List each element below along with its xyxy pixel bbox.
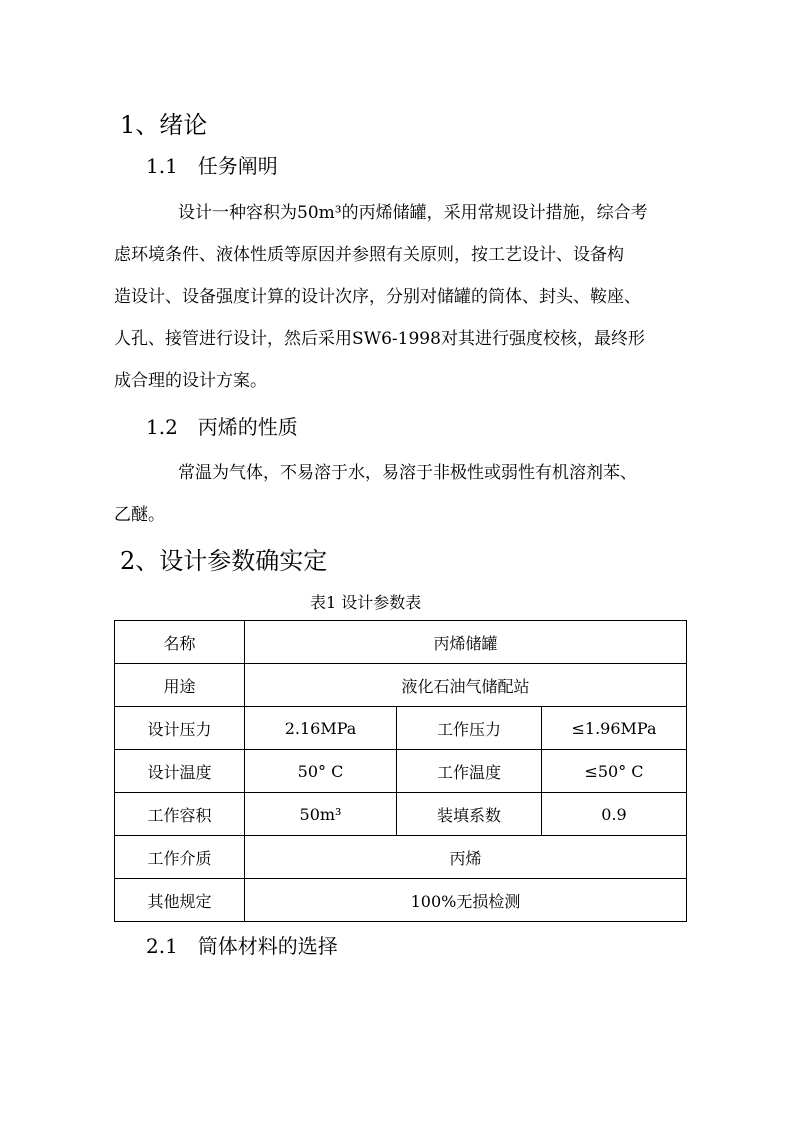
design-parameters-table: [114, 620, 687, 922]
row-label: 工作压力: [397, 707, 542, 750]
paragraph-line: 虑环境条件、液体性质等原因并参照有关原则，按工艺设计、设备构: [114, 245, 624, 265]
section-2-1-title: 2.1 筒体材料的选择: [146, 934, 338, 958]
row-label: 其他规定: [115, 879, 245, 922]
row-value: 0.9: [542, 793, 687, 836]
row-value: 液化石油气储配站: [245, 664, 687, 707]
paragraph-line: 乙醚。: [114, 505, 165, 525]
row-value: ≤1.96MPa: [542, 707, 687, 750]
row-label: 工作温度: [397, 750, 542, 793]
paragraph-line: 造设计、设备强度计算的设计次序，分别对储罐的筒体、封头、鞍座、: [114, 287, 641, 307]
table-row: [115, 836, 687, 879]
paragraph-line: 常温为气体，不易溶于水，易溶于非极性或弱性有机溶剂苯、: [178, 463, 637, 483]
row-label: 工作容积: [115, 793, 245, 836]
row-value: ≤50° C: [542, 750, 687, 793]
section-2-title: 2、设计参数确实定: [120, 547, 328, 575]
row-value: 2.16MPa: [245, 707, 397, 750]
row-value: 50m³: [245, 793, 397, 836]
section-1-1-title: 1.1 任务阐明: [146, 154, 278, 178]
section-1-title: 1、绪论: [120, 111, 208, 139]
row-value: 100%无损检测: [245, 879, 687, 922]
table-row: [115, 664, 687, 707]
row-value: 丙烯储罐: [245, 621, 687, 664]
row-label: 用途: [115, 664, 245, 707]
table-row: [115, 793, 687, 836]
section-1-2-title: 1.2 丙烯的性质: [146, 415, 298, 439]
row-value: 丙烯: [245, 836, 687, 879]
row-label: 设计温度: [115, 750, 245, 793]
table-row: [115, 707, 687, 750]
paragraph-line: 人孔、接管进行设计，然后采用SW6-1998对其进行强度校核，最终形: [114, 329, 645, 349]
table-row: [115, 879, 687, 922]
paragraph-line: 成合理的设计方案。: [114, 371, 267, 391]
paragraph-line: 设计一种容积为50m³的丙烯储罐，采用常规设计措施，综合考: [178, 203, 648, 223]
row-value: 50° C: [245, 750, 397, 793]
table-caption: 表1 设计参数表: [310, 593, 422, 612]
row-label: 装填系数: [397, 793, 542, 836]
table-row: [115, 750, 687, 793]
row-label: 工作介质: [115, 836, 245, 879]
row-label: 设计压力: [115, 707, 245, 750]
table-row: [115, 621, 687, 664]
row-label: 名称: [115, 621, 245, 664]
